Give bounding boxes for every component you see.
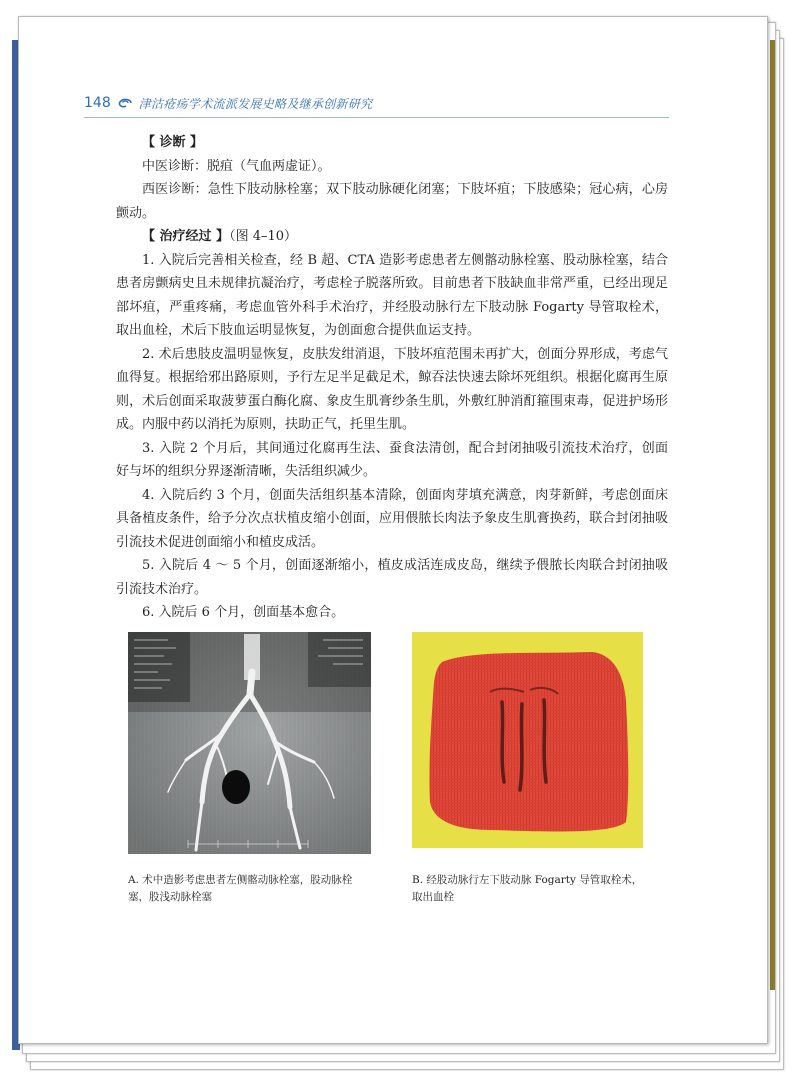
angiogram-image: [128, 632, 371, 854]
swirl-icon: [117, 97, 133, 109]
treatment-paragraph-3: 3. 入院 2 个月后，其间通过化腐再生法、蚕食法清创，配合封闭抽吸引流技术治疗，创面好与坏的组织分界逐渐清晰，失活组织减少。: [116, 440, 668, 479]
diagnosis-heading: 【 诊断 】: [142, 135, 204, 150]
treatment-paragraph-5: 5. 入院后 4 ～ 5 个月，创面逐渐缩小，植皮成活连成皮岛，继续予偎脓长肉联合封闭抽吸引流技术治疗。: [116, 558, 668, 597]
thrombus-photo: [412, 632, 643, 848]
treatment-heading: 【 治疗经过 】: [142, 229, 230, 244]
treatment-paragraph-1: 1. 入院后完善相关检查，经 B 超、CTA 造影考虑患者左侧髂动脉栓塞、股动脉栓塞，结合患者房颤病史且未规律抗凝治疗，考虑栓子脱落所致。目前患者下肢缺血非常严重，已经出现足部坏疽，严重疼痛，考虑血管外科手术治疗，并经股动脉行左下肢动脉 Fogarty 导管取栓术，取出血栓，术后下肢血运明显恢复，为创面愈合提供血运支持。: [116, 252, 668, 338]
page-number: 148: [84, 95, 111, 111]
treatment-heading-line: [116, 225, 668, 249]
treatment-paragraph-2: 2. 术后患肢皮温明显恢复，皮肤发绀消退，下肢坏疽范围未再扩大，创面分界形成，考虑气血得复。根据给邪出路原则，予行左足半足截足术，鲸吞法快速去除坏死组织。根据化腐再生原则，术后创面采取菠萝蛋白酶化腐、象皮生肌膏纱条生肌，外敷红肿消酊箍围束毒，促进护场形成。内服中药以消托为原则，扶助正气，托里生肌。: [116, 346, 668, 432]
western-diagnosis: 西医诊断：急性下肢动脉栓塞；双下肢动脉硬化闭塞；下肢坏疽；下肢感染；冠心病，心房颤动。: [116, 182, 668, 221]
tcm-diagnosis: 中医诊断：脱疽（气血两虚证）。: [142, 158, 331, 174]
thrombus-graphic: [412, 632, 643, 848]
book-title: 津沽疮疡学术流派发展史略及继承创新研究: [138, 96, 373, 111]
figure-b-caption: B. 经股动脉行左下肢动脉 Fogarty 导管取栓术，取出血栓: [412, 874, 643, 903]
treatment-paragraph-6: 6. 入院后 6 个月，创面基本愈合。: [142, 605, 345, 620]
figure-a-caption: A. 术中造影考虑患者左侧髂动脉栓塞，股动脉栓塞，股浅动脉栓塞: [128, 874, 353, 903]
figure-reference: （图 4–10）: [229, 229, 298, 244]
header-rule: [84, 117, 669, 118]
treatment-paragraph-4: 4. 入院后约 3 个月，创面失活组织基本清除，创面肉芽填充满意，肉芽新鲜，考虑创面床具备植皮条件，给予分次点状植皮缩小创面，应用偎脓长肉法予象皮生肌膏换药，联合封闭抽吸引流技术促进创面缩小和植皮成活。: [116, 487, 668, 550]
page-edge-olive: [770, 40, 775, 990]
body-text: [116, 131, 668, 625]
angiogram-graphic: [128, 632, 371, 854]
running-header: [84, 94, 372, 112]
